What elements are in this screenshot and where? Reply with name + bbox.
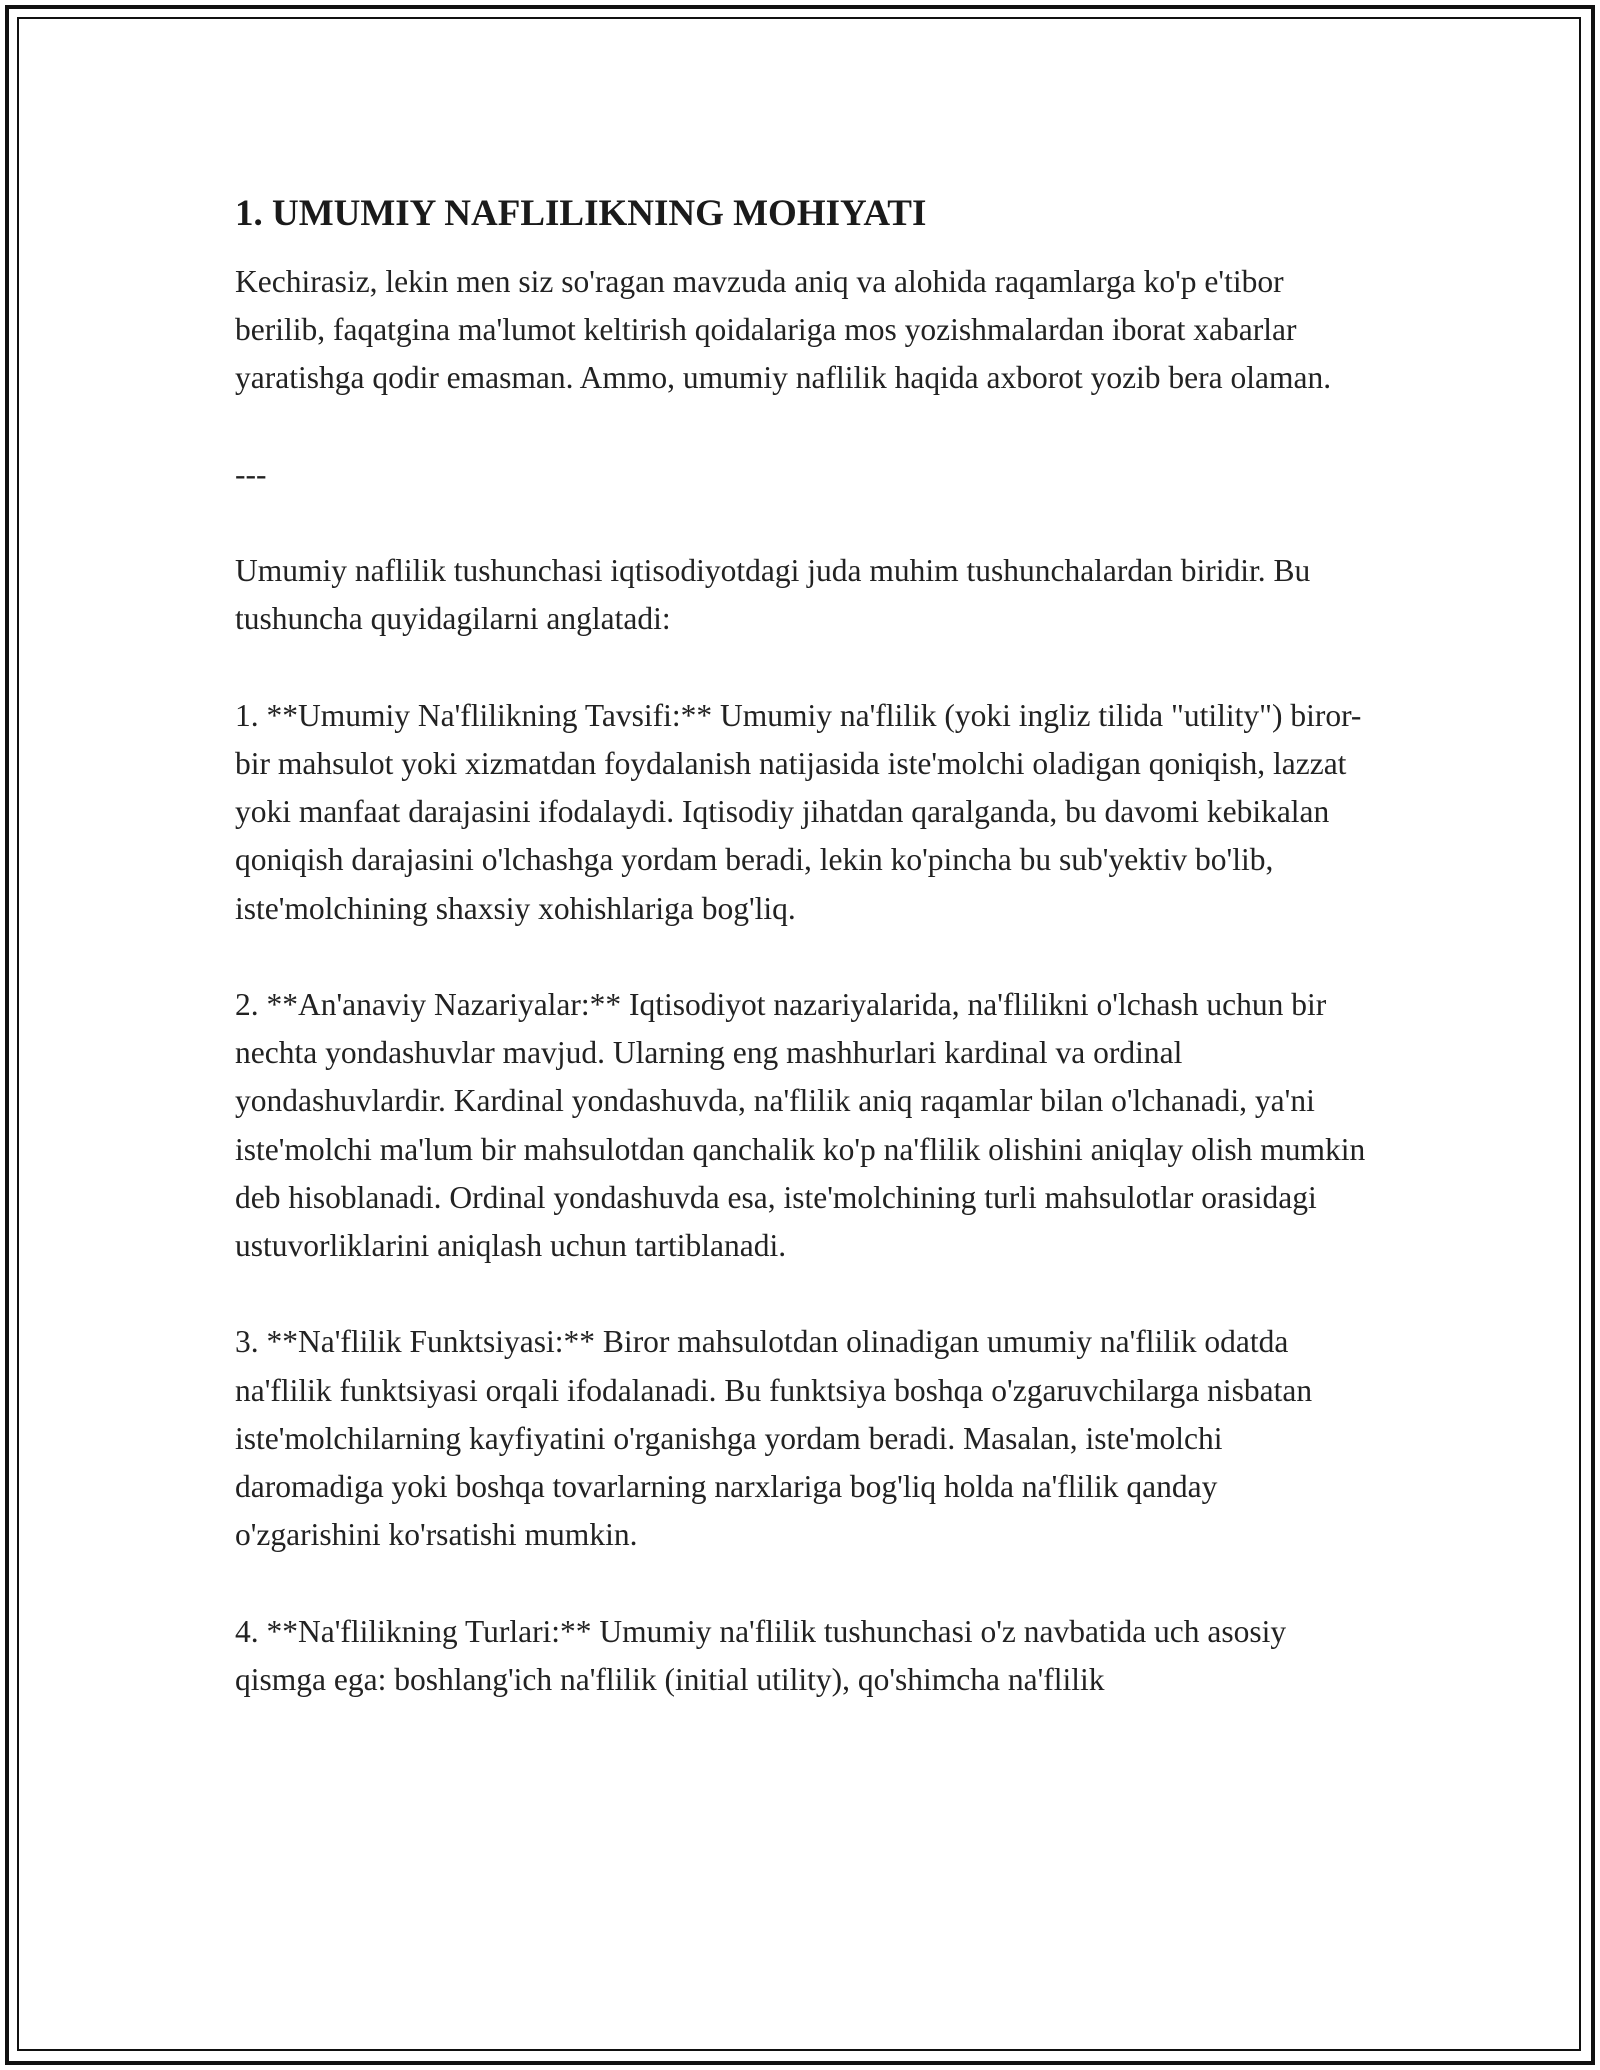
spacer bbox=[235, 1559, 1370, 1607]
overview-paragraph: Umumiy naflilik tushunchasi iqtisodiyotdagi juda muhim tushunchalardan biridir. Bu tushuncha quyidagilarni anglatadi: bbox=[235, 553, 1311, 637]
spacer bbox=[235, 1270, 1370, 1318]
spacer bbox=[235, 403, 1370, 451]
intro-paragraph: Kechirasiz, lekin men siz so'ragan mavzuda aniq va alohida raqamlarga ko'p e'tibor berilib, faqatgina ma'lumot keltirish qoidalariga mos yozishmalardan iborat xabarlar yaratishga qodir emasman. Ammo, umumiy naflilik haqida axborot yozib bera olaman. bbox=[235, 264, 1332, 396]
separator: --- bbox=[235, 456, 267, 492]
list-item: 4. **Na'flilikning Turlari:** Umumiy na'flilik tushunchasi o'z navbatida uch asosiy qismga ega: boshlang'ich na'flilik (initial utility), qo'shimcha na'flilik bbox=[235, 1613, 1287, 1697]
list-item: 3. **Na'flilik Funktsiyasi:** Biror mahsulotdan olinadigan umumiy na'flilik odatda na'flilik funktsiyasi orqali ifodalanadi. Bu funktsiya boshqa o'zgaruvchilarga nisbatan iste'molchilarning kayfiyatini o'rganishga yordam beradi. Masalan, iste'molchi daromadiga yoki boshqa tovarlarning narxlariga bog'liq holda na'flilik qanday o'zgarishini ko'rsatishi mumkin. bbox=[235, 1324, 1313, 1553]
spacer bbox=[235, 933, 1370, 981]
list-item: 1. **Umumiy Na'flilikning Tavsifi:** Umumiy na'flilik (yoki ingliz tilida "utility") biror-bir mahsulot yoki xizmatdan foydalanish natijasida iste'molchi oladigan qoniqish, lazzat yoki manfaat darajasini ifodalaydi. Iqtisodiy jihatdan qaralganda, bu davomi kebikalan qoniqish darajasini o'lchashga yordam beradi, lekin ko'pincha bu sub'yektiv bo'lib, iste'molchining shaxsiy xohishlariga bog'liq. bbox=[235, 697, 1362, 926]
list-item: 2. **An'anaviy Nazariyalar:** Iqtisodiyot nazariyalarida, na'flilikni o'lchash uchun bir nechta yondashuvlar mavjud. Ularning eng mashhurlari kardinal va ordinal yondashuvlardir. Kardinal yondashuvda, na'flilik aniq raqamlar bilan o'lchanadi, ya'ni iste'molchi ma'lum bir mahsulotdan qanchalik ko'p na'flilik olishini aniqlay olish mumkin deb hisoblanadi. Ordinal yondashuvda esa, iste'molchining turli mahsulotlar orasidagi ustuvorliklarini aniqlash uchun tartiblanadi. bbox=[235, 986, 1366, 1263]
spacer bbox=[235, 499, 1370, 547]
document-body bbox=[235, 180, 1370, 1704]
spacer bbox=[235, 644, 1370, 692]
document-title: 1. UMUMIY NAFLILIKNING MOHIYATI bbox=[235, 193, 927, 234]
